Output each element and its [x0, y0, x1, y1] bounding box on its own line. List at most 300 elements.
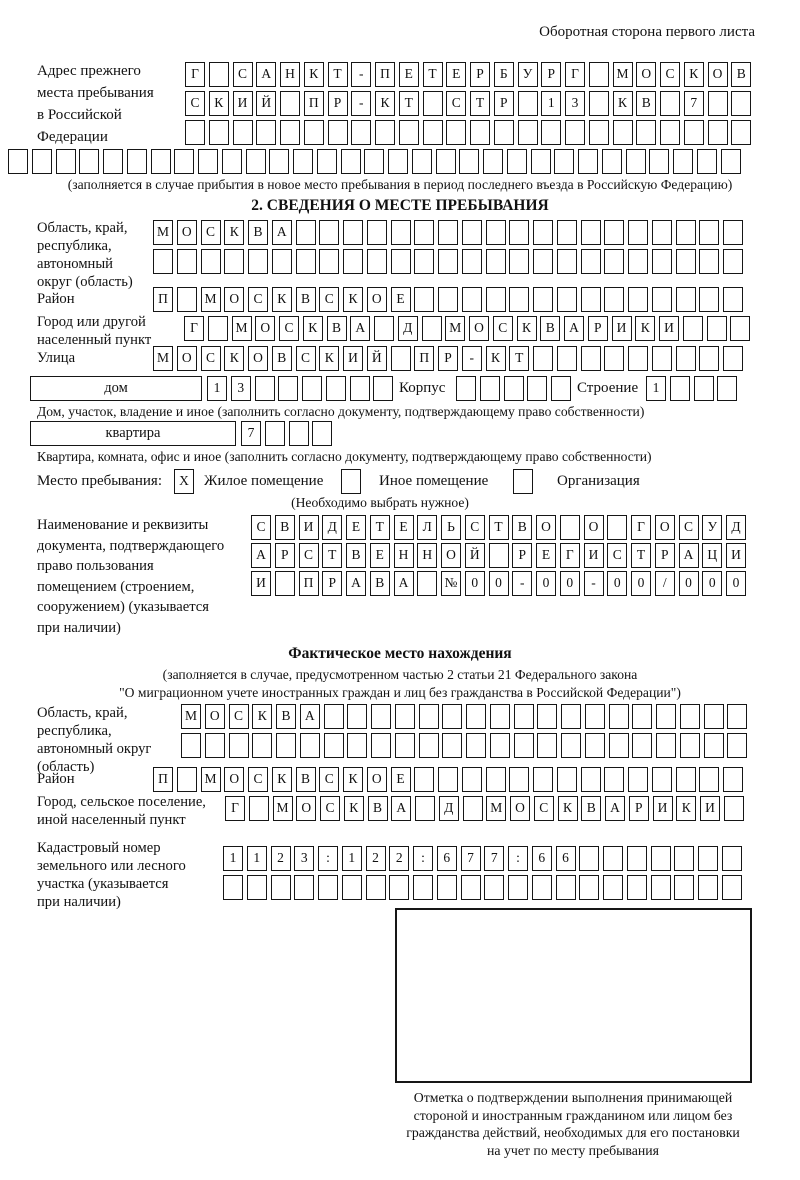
- char-box[interactable]: Б: [494, 62, 514, 87]
- char-box[interactable]: [585, 704, 605, 729]
- char-box[interactable]: [486, 767, 506, 792]
- char-box[interactable]: 0: [726, 571, 746, 596]
- char-box[interactable]: Г: [565, 62, 585, 87]
- region-row-1[interactable]: [153, 220, 747, 245]
- char-box[interactable]: О: [636, 62, 656, 87]
- char-box[interactable]: [699, 220, 719, 245]
- char-box[interactable]: [557, 220, 577, 245]
- char-box[interactable]: М: [232, 316, 252, 341]
- char-box[interactable]: [480, 376, 500, 401]
- char-box[interactable]: [247, 875, 267, 900]
- char-box[interactable]: [513, 469, 533, 494]
- char-box[interactable]: Т: [470, 91, 490, 116]
- char-box[interactable]: К: [676, 796, 696, 821]
- char-box[interactable]: К: [252, 704, 272, 729]
- char-box[interactable]: [602, 149, 622, 174]
- char-box[interactable]: [466, 733, 486, 758]
- char-box[interactable]: В: [296, 767, 316, 792]
- actual-city-row[interactable]: [225, 796, 748, 821]
- char-box[interactable]: -: [584, 571, 604, 596]
- char-box[interactable]: [391, 346, 411, 371]
- char-box[interactable]: П: [375, 62, 395, 87]
- char-box[interactable]: [607, 515, 627, 540]
- char-box[interactable]: [578, 149, 598, 174]
- char-box[interactable]: [561, 733, 581, 758]
- char-box[interactable]: [248, 249, 268, 274]
- char-box[interactable]: Е: [346, 515, 366, 540]
- char-box[interactable]: [437, 875, 457, 900]
- char-box[interactable]: Е: [446, 62, 466, 87]
- char-box[interactable]: [223, 875, 243, 900]
- char-box[interactable]: Н: [417, 543, 437, 568]
- char-box[interactable]: В: [636, 91, 656, 116]
- char-box[interactable]: [628, 249, 648, 274]
- char-box[interactable]: П: [153, 767, 173, 792]
- char-box[interactable]: О: [177, 346, 197, 371]
- char-box[interactable]: [680, 733, 700, 758]
- cadastral-row-1[interactable]: [223, 846, 746, 871]
- char-box[interactable]: [419, 733, 439, 758]
- char-box[interactable]: [185, 120, 205, 145]
- char-box[interactable]: О: [708, 62, 728, 87]
- char-box[interactable]: П: [153, 287, 173, 312]
- char-box[interactable]: С: [251, 515, 271, 540]
- actual-region-row-1[interactable]: [181, 704, 751, 729]
- char-box[interactable]: [627, 875, 647, 900]
- char-box[interactable]: [151, 149, 171, 174]
- char-box[interactable]: [537, 733, 557, 758]
- char-box[interactable]: 1: [646, 376, 666, 401]
- char-box[interactable]: Т: [328, 62, 348, 87]
- char-box[interactable]: [399, 120, 419, 145]
- char-box[interactable]: -: [351, 62, 371, 87]
- char-box[interactable]: Р: [512, 543, 532, 568]
- char-box[interactable]: [509, 220, 529, 245]
- char-box[interactable]: [533, 287, 553, 312]
- char-box[interactable]: [391, 249, 411, 274]
- char-box[interactable]: [507, 149, 527, 174]
- char-box[interactable]: [581, 767, 601, 792]
- char-box[interactable]: [442, 733, 462, 758]
- char-box[interactable]: [490, 733, 510, 758]
- char-box[interactable]: И: [726, 543, 746, 568]
- char-box[interactable]: И: [584, 543, 604, 568]
- char-box[interactable]: [649, 149, 669, 174]
- char-box[interactable]: [604, 767, 624, 792]
- char-box[interactable]: Т: [423, 62, 443, 87]
- char-box[interactable]: В: [512, 515, 532, 540]
- char-box[interactable]: С: [185, 91, 205, 116]
- char-box[interactable]: [581, 287, 601, 312]
- char-box[interactable]: В: [272, 346, 292, 371]
- char-box[interactable]: Е: [399, 62, 419, 87]
- char-box[interactable]: О: [367, 287, 387, 312]
- korpus-row[interactable]: [456, 376, 575, 401]
- char-box[interactable]: :: [413, 846, 433, 871]
- char-box[interactable]: [103, 149, 123, 174]
- char-box[interactable]: [676, 249, 696, 274]
- char-box[interactable]: [704, 704, 724, 729]
- char-box[interactable]: [341, 149, 361, 174]
- char-box[interactable]: [490, 704, 510, 729]
- char-box[interactable]: С: [248, 287, 268, 312]
- char-box[interactable]: М: [201, 287, 221, 312]
- char-box[interactable]: [343, 249, 363, 274]
- char-box[interactable]: 3: [231, 376, 251, 401]
- char-box[interactable]: [652, 287, 672, 312]
- char-box[interactable]: С: [319, 767, 339, 792]
- char-box[interactable]: М: [201, 767, 221, 792]
- char-box[interactable]: [557, 346, 577, 371]
- char-box[interactable]: [717, 376, 737, 401]
- char-box[interactable]: [484, 875, 504, 900]
- char-box[interactable]: Д: [726, 515, 746, 540]
- char-box[interactable]: [636, 120, 656, 145]
- char-box[interactable]: [565, 120, 585, 145]
- char-box[interactable]: 2: [271, 846, 291, 871]
- char-box[interactable]: О: [367, 767, 387, 792]
- char-box[interactable]: [463, 796, 483, 821]
- char-box[interactable]: [585, 733, 605, 758]
- char-box[interactable]: [589, 62, 609, 87]
- char-box[interactable]: О: [510, 796, 530, 821]
- char-box[interactable]: Д: [439, 796, 459, 821]
- doc-row-3[interactable]: [251, 571, 750, 596]
- char-box[interactable]: 7: [241, 421, 261, 446]
- doc-row-2[interactable]: [251, 543, 750, 568]
- char-box[interactable]: 0: [489, 571, 509, 596]
- char-box[interactable]: С: [233, 62, 253, 87]
- char-box[interactable]: [371, 733, 391, 758]
- char-box[interactable]: [289, 421, 309, 446]
- char-box[interactable]: Е: [394, 515, 414, 540]
- char-box[interactable]: [486, 220, 506, 245]
- char-box[interactable]: [518, 120, 538, 145]
- char-box[interactable]: [727, 704, 747, 729]
- char-box[interactable]: [673, 149, 693, 174]
- char-box[interactable]: [414, 220, 434, 245]
- char-box[interactable]: И: [299, 515, 319, 540]
- char-box[interactable]: [373, 376, 393, 401]
- char-box[interactable]: О: [655, 515, 675, 540]
- char-box[interactable]: О: [296, 796, 316, 821]
- char-box[interactable]: К: [304, 62, 324, 87]
- char-box[interactable]: [628, 346, 648, 371]
- char-box[interactable]: М: [613, 62, 633, 87]
- char-box[interactable]: [208, 316, 228, 341]
- char-box[interactable]: А: [350, 316, 370, 341]
- char-box[interactable]: [438, 287, 458, 312]
- char-box[interactable]: И: [251, 571, 271, 596]
- char-box[interactable]: 7: [461, 846, 481, 871]
- char-box[interactable]: [341, 469, 361, 494]
- char-box[interactable]: [364, 149, 384, 174]
- char-box[interactable]: 2: [389, 846, 409, 871]
- char-box[interactable]: В: [370, 571, 390, 596]
- city-row[interactable]: [184, 316, 754, 341]
- char-box[interactable]: [395, 733, 415, 758]
- char-box[interactable]: [723, 249, 743, 274]
- char-box[interactable]: [423, 120, 443, 145]
- char-box[interactable]: [466, 704, 486, 729]
- char-box[interactable]: И: [700, 796, 720, 821]
- char-box[interactable]: К: [684, 62, 704, 87]
- char-box[interactable]: [395, 704, 415, 729]
- house-number-row[interactable]: [207, 376, 397, 401]
- char-box[interactable]: 6: [437, 846, 457, 871]
- char-box[interactable]: [680, 704, 700, 729]
- char-box[interactable]: П: [304, 91, 324, 116]
- char-box[interactable]: [470, 120, 490, 145]
- char-box[interactable]: [537, 704, 557, 729]
- char-box[interactable]: [509, 249, 529, 274]
- house-type-box[interactable]: дом: [30, 376, 202, 401]
- prev-address-row-4[interactable]: [8, 149, 744, 174]
- char-box[interactable]: [532, 875, 552, 900]
- char-box[interactable]: [462, 249, 482, 274]
- char-box[interactable]: 0: [607, 571, 627, 596]
- char-box[interactable]: [486, 287, 506, 312]
- char-box[interactable]: К: [209, 91, 229, 116]
- char-box[interactable]: [438, 767, 458, 792]
- char-box[interactable]: 0: [702, 571, 722, 596]
- char-box[interactable]: [436, 149, 456, 174]
- char-box[interactable]: О: [441, 543, 461, 568]
- char-box[interactable]: [509, 767, 529, 792]
- char-box[interactable]: [723, 346, 743, 371]
- char-box[interactable]: А: [679, 543, 699, 568]
- char-box[interactable]: [347, 733, 367, 758]
- char-box[interactable]: [699, 287, 719, 312]
- street-row[interactable]: [153, 346, 747, 371]
- char-box[interactable]: [486, 249, 506, 274]
- char-box[interactable]: О: [177, 220, 197, 245]
- char-box[interactable]: [414, 287, 434, 312]
- char-box[interactable]: [556, 875, 576, 900]
- char-box[interactable]: [294, 875, 314, 900]
- char-box[interactable]: [674, 846, 694, 871]
- char-box[interactable]: К: [303, 316, 323, 341]
- char-box[interactable]: К: [319, 346, 339, 371]
- char-box[interactable]: С: [660, 62, 680, 87]
- char-box[interactable]: [531, 149, 551, 174]
- char-box[interactable]: Р: [588, 316, 608, 341]
- char-box[interactable]: Е: [370, 543, 390, 568]
- char-box[interactable]: [694, 376, 714, 401]
- stay-type-checkbox-inoe[interactable]: [341, 469, 365, 494]
- char-box[interactable]: [371, 704, 391, 729]
- char-box[interactable]: С: [446, 91, 466, 116]
- char-box[interactable]: Р: [470, 62, 490, 87]
- char-box[interactable]: У: [702, 515, 722, 540]
- char-box[interactable]: И: [343, 346, 363, 371]
- char-box[interactable]: 0: [631, 571, 651, 596]
- char-box[interactable]: [456, 376, 476, 401]
- char-box[interactable]: Р: [629, 796, 649, 821]
- apartment-number-row[interactable]: [241, 421, 336, 446]
- char-box[interactable]: В: [248, 220, 268, 245]
- char-box[interactable]: [604, 346, 624, 371]
- char-box[interactable]: -: [512, 571, 532, 596]
- char-box[interactable]: С: [319, 287, 339, 312]
- char-box[interactable]: Ь: [441, 515, 461, 540]
- char-box[interactable]: К: [517, 316, 537, 341]
- char-box[interactable]: К: [486, 346, 506, 371]
- char-box[interactable]: [670, 376, 690, 401]
- char-box[interactable]: 1: [247, 846, 267, 871]
- char-box[interactable]: [300, 733, 320, 758]
- char-box[interactable]: Т: [489, 515, 509, 540]
- char-box[interactable]: [561, 704, 581, 729]
- char-box[interactable]: С: [493, 316, 513, 341]
- char-box[interactable]: [581, 249, 601, 274]
- char-box[interactable]: А: [300, 704, 320, 729]
- char-box[interactable]: №: [441, 571, 461, 596]
- char-box[interactable]: [201, 249, 221, 274]
- char-box[interactable]: Л: [417, 515, 437, 540]
- char-box[interactable]: [609, 733, 629, 758]
- char-box[interactable]: [312, 421, 332, 446]
- char-box[interactable]: Й: [465, 543, 485, 568]
- char-box[interactable]: [581, 346, 601, 371]
- char-box[interactable]: [296, 220, 316, 245]
- char-box[interactable]: [8, 149, 28, 174]
- char-box[interactable]: С: [534, 796, 554, 821]
- char-box[interactable]: [660, 91, 680, 116]
- char-box[interactable]: 6: [532, 846, 552, 871]
- char-box[interactable]: [177, 767, 197, 792]
- char-box[interactable]: [704, 733, 724, 758]
- char-box[interactable]: К: [613, 91, 633, 116]
- char-box[interactable]: [603, 875, 623, 900]
- char-box[interactable]: А: [256, 62, 276, 87]
- doc-row-1[interactable]: [251, 515, 750, 540]
- apartment-type-box[interactable]: квартира: [30, 421, 236, 446]
- char-box[interactable]: [280, 120, 300, 145]
- char-box[interactable]: [579, 846, 599, 871]
- char-box[interactable]: [609, 704, 629, 729]
- char-box[interactable]: [446, 120, 466, 145]
- char-box[interactable]: [589, 91, 609, 116]
- char-box[interactable]: Г: [631, 515, 651, 540]
- char-box[interactable]: [209, 120, 229, 145]
- char-box[interactable]: [56, 149, 76, 174]
- char-box[interactable]: [722, 875, 742, 900]
- char-box[interactable]: [514, 733, 534, 758]
- char-box[interactable]: [707, 316, 727, 341]
- char-box[interactable]: [699, 346, 719, 371]
- char-box[interactable]: [319, 220, 339, 245]
- char-box[interactable]: [699, 249, 719, 274]
- char-box[interactable]: [589, 120, 609, 145]
- char-box[interactable]: О: [469, 316, 489, 341]
- char-box[interactable]: А: [346, 571, 366, 596]
- char-box[interactable]: А: [391, 796, 411, 821]
- char-box[interactable]: К: [635, 316, 655, 341]
- char-box[interactable]: [414, 767, 434, 792]
- char-box[interactable]: [350, 376, 370, 401]
- region-row-2[interactable]: [153, 249, 747, 274]
- char-box[interactable]: 2: [366, 846, 386, 871]
- char-box[interactable]: [278, 376, 298, 401]
- stay-type-checkbox-zhiloe[interactable]: [174, 469, 198, 494]
- stay-type-checkbox-org[interactable]: [513, 469, 537, 494]
- char-box[interactable]: [723, 220, 743, 245]
- char-box[interactable]: Н: [394, 543, 414, 568]
- char-box[interactable]: [581, 220, 601, 245]
- char-box[interactable]: А: [272, 220, 292, 245]
- char-box[interactable]: Г: [560, 543, 580, 568]
- char-box[interactable]: [324, 704, 344, 729]
- char-box[interactable]: [652, 249, 672, 274]
- char-box[interactable]: [676, 767, 696, 792]
- char-box[interactable]: [319, 249, 339, 274]
- char-box[interactable]: [533, 220, 553, 245]
- char-box[interactable]: [415, 796, 435, 821]
- char-box[interactable]: [422, 316, 442, 341]
- char-box[interactable]: К: [272, 287, 292, 312]
- char-box[interactable]: [604, 287, 624, 312]
- char-box[interactable]: [366, 875, 386, 900]
- char-box[interactable]: Т: [322, 543, 342, 568]
- char-box[interactable]: [351, 120, 371, 145]
- char-box[interactable]: [533, 346, 553, 371]
- char-box[interactable]: [375, 120, 395, 145]
- char-box[interactable]: Й: [256, 91, 276, 116]
- char-box[interactable]: [724, 796, 744, 821]
- char-box[interactable]: [280, 91, 300, 116]
- char-box[interactable]: С: [296, 346, 316, 371]
- char-box[interactable]: [628, 767, 648, 792]
- char-box[interactable]: [462, 220, 482, 245]
- char-box[interactable]: [304, 120, 324, 145]
- char-box[interactable]: [652, 346, 672, 371]
- char-box[interactable]: С: [465, 515, 485, 540]
- char-box[interactable]: [656, 733, 676, 758]
- char-box[interactable]: -: [462, 346, 482, 371]
- char-box[interactable]: П: [414, 346, 434, 371]
- char-box[interactable]: В: [731, 62, 751, 87]
- char-box[interactable]: В: [276, 704, 296, 729]
- char-box[interactable]: В: [275, 515, 295, 540]
- char-box[interactable]: С: [248, 767, 268, 792]
- char-box[interactable]: [708, 91, 728, 116]
- char-box[interactable]: [324, 733, 344, 758]
- char-box[interactable]: К: [344, 796, 364, 821]
- char-box[interactable]: О: [224, 287, 244, 312]
- char-box[interactable]: Г: [185, 62, 205, 87]
- char-box[interactable]: [651, 875, 671, 900]
- char-box[interactable]: 1: [223, 846, 243, 871]
- char-box[interactable]: [494, 120, 514, 145]
- char-box[interactable]: [731, 120, 751, 145]
- char-box[interactable]: [651, 846, 671, 871]
- char-box[interactable]: 0: [536, 571, 556, 596]
- char-box[interactable]: [697, 149, 717, 174]
- char-box[interactable]: [342, 875, 362, 900]
- char-box[interactable]: [198, 149, 218, 174]
- char-box[interactable]: [557, 249, 577, 274]
- char-box[interactable]: [613, 120, 633, 145]
- char-box[interactable]: К: [224, 220, 244, 245]
- prev-address-row-2[interactable]: [185, 91, 755, 116]
- char-box[interactable]: /: [655, 571, 675, 596]
- char-box[interactable]: -: [351, 91, 371, 116]
- char-box[interactable]: А: [251, 543, 271, 568]
- char-box[interactable]: :: [508, 846, 528, 871]
- char-box[interactable]: 1: [207, 376, 227, 401]
- char-box[interactable]: В: [581, 796, 601, 821]
